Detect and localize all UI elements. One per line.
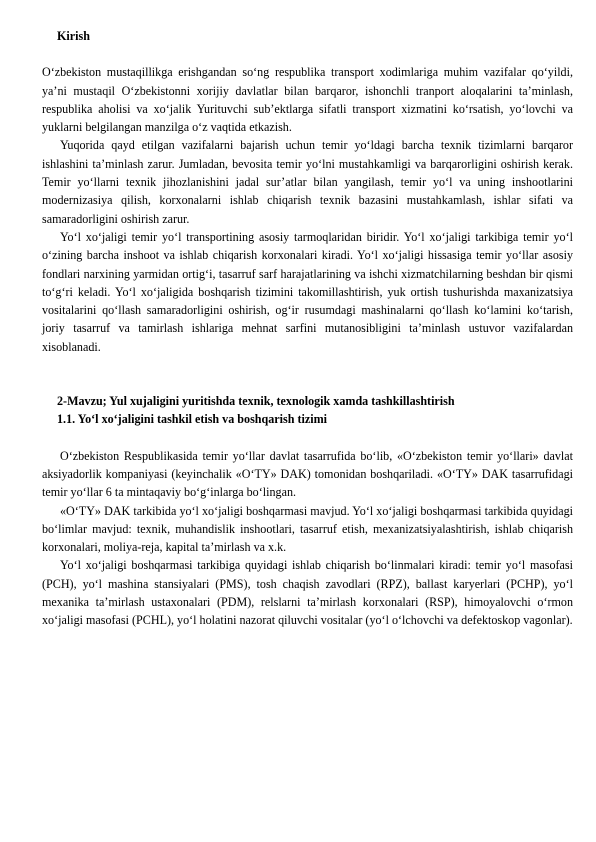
section-paragraph-3: Yo‘l xo‘jaligi boshqarmasi tarkibiga quyidagi ishlab chiqarish bo‘linmalari kiradi: temir yo‘l masofasi (PCH), yo‘l mashina stansiyalari (PMS), tosh chaqish zavodlari (RPZ), ballast karyerlari (PCHP), yo‘l mexanika ta’mirlash ustaxonalari (PDM), relslarni ta’mirlash korxonalari (RSP), himoyalovchi o‘rmon xo‘jaligi masofasi (PCHL), yo‘l holatini nazorat qiluvchi vositalar (yo‘l o‘lchovchi va defektoskop vagonlar).	[42, 558, 573, 628]
intro-paragraph-1: O‘zbekiston mustaqillikga erishgandan so‘ng respublika transport xodimlariga muhim vazifalar qo‘yildi, ya’ni mustaqil O‘zbekistonni xorijiy davlatlar bilan barqaror, ishonchli tranport aloqalarini ta’minlash, respublika aholisi va xo‘jalik Yurituvchi sub’ektlarga sifatli transport xizmatini ko‘rsatish, yo‘lovchi va yuklarni belgilangan manzilga o‘z vaqtida etkazish.	[42, 65, 573, 135]
section-paragraph-1: O‘zbekiston Respublikasida temir yo‘llar davlat tasarrufida bo‘lib, «O‘zbekiston temir yo‘llari» davlat aksiyadorlik kompaniyasi (keyinchalik «O‘TY» DAK) tomonidan boshqariladi. «O‘TY» DAK tasarrufidagi temir yo‘llar 6 ta mintaqaviy bo‘g‘inlarga bo‘lingan.	[42, 448, 573, 500]
intro-title: Kirish	[57, 29, 90, 43]
document-page	[42, 27, 573, 630]
topic-title: 2-Mavzu; Yul xujaligini yuritishda texnik, texnologik xamda tashkillashtirish	[57, 394, 455, 409]
intro-paragraph-3: Yo‘l xo‘jaligi temir yo‘l transportining asosiy tarmoqlaridan biridir. Yo‘l xo‘jaligi tarkibiga temir yo‘l o‘zining barcha inshoot va ishlab chiqarish korxonalari kiradi. Yo‘l xo‘jaligi hissasiga temir yo‘llar asosiy fondlari narxining yarmidan ortig‘i, tasarruf sarf harajatlarining va ishchi xizmatchilarning beshdan bir qismi to‘g‘ri keladi. Yo‘l xo‘jaligida boshqarish tizimini takomillashtirish, yuk ortish tushurishda maxanizatsiya vositalarini qo‘llash samaradorligini oshirish, og‘ir rusumdagi mashinalarni qo‘llash ko‘lamini ko‘tarish, joriy tasarruf va tamirlash ishlariga mehnat sarfini mutanosibligini ta’minlash ustuvor vazifalardan xisoblanadi.	[42, 229, 573, 354]
spacer	[60, 45, 573, 63]
section-subtitle: 1.1. Yo‘l xo‘jaligini tashkil etish va boshqarish tizimi	[57, 412, 328, 427]
spacer	[60, 429, 573, 447]
spacer	[60, 356, 573, 392]
intro-paragraph-2: Yuqorida qayd etilgan vazifalarni bajarish uchun temir yo‘ldagi barcha texnik tizimlarni barqaror ishlashini ta’minlash zarur. Jumladan, bevosita temir yo‘lni mustahkamligi va barqarorligini oshirish kerak. Temir yo‘llarni texnik jihozlanishini jadal sur’atlar bilan yangilash, temir yo‘l va uning inshootlarini modernizasiya qilish, korxonalarni ishlab chiqarish texnik bazasini mustahkamlash, ishlar sifati va samaradorligini oshirish zarur.	[42, 138, 573, 226]
section-paragraph-2: «O‘TY» DAK tarkibida yo‘l xo‘jaligi boshqarmasi mavjud. Yo‘l xo‘jaligi boshqarmasi tarkibida quyidagi bo‘limlar mavjud: texnik, muhandislik inshootlari, tasarruf etish, mexanizatsiyalashtirish, ishlab chiqarish korxonalari, moliya-reja, kapital ta’mirlash va x.k.	[42, 503, 573, 555]
